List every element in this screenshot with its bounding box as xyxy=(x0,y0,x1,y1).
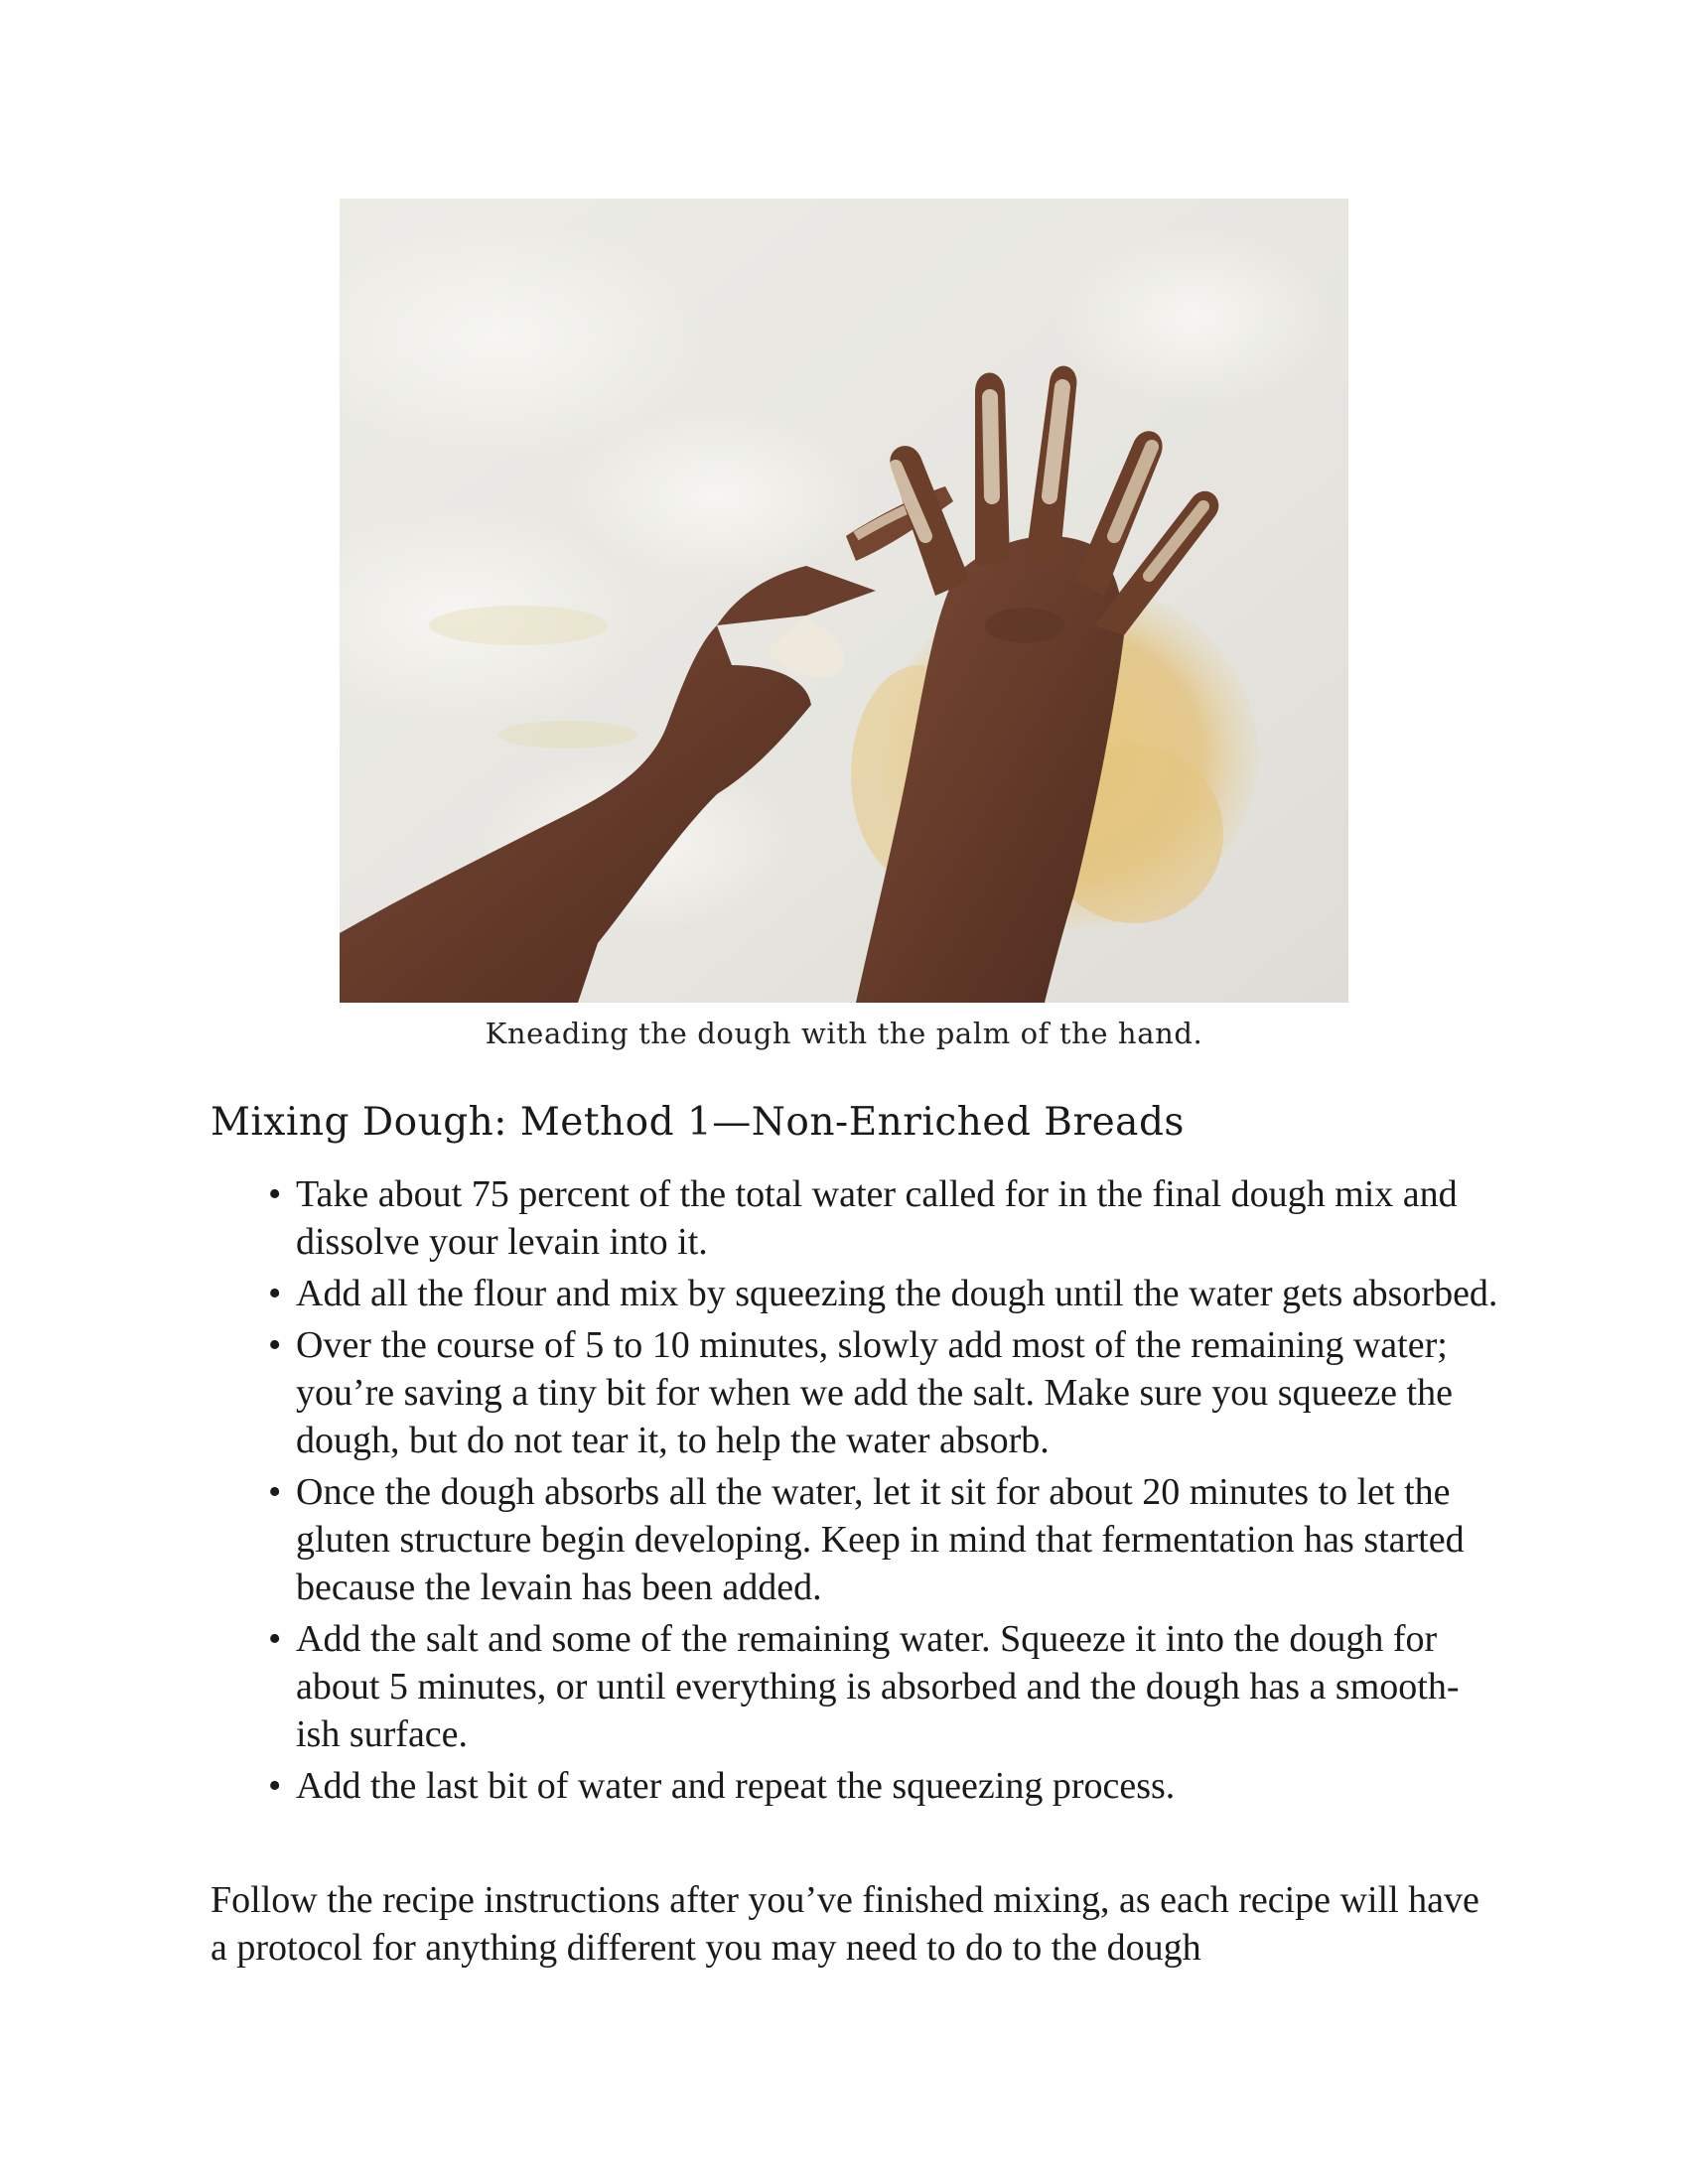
bullet-icon: • xyxy=(268,1471,282,1513)
bullet-icon: • xyxy=(268,1765,282,1807)
step-text: Once the dough absorbs all the water, let it sit for about 20 minutes to let the gluten structure begin developing. Keep in mind that fermentation has started because the levain has been added. xyxy=(296,1471,1465,1608)
kneading-illustration xyxy=(340,199,1348,1003)
bullet-icon: • xyxy=(268,1273,282,1314)
figure-caption: Kneading the dough with the palm of the hand. xyxy=(485,1017,1203,1050)
list-item xyxy=(268,1762,1499,1810)
step-text: Add the last bit of water and repeat the squeezing process. xyxy=(296,1765,1176,1807)
list-item xyxy=(268,1321,1499,1464)
closing-paragraph: Follow the recipe instructions after you’ve finished mixing, as each recipe will have a protocol for anything different you may need to do to the dough xyxy=(211,1879,1479,1969)
step-text: Over the course of 5 to 10 minutes, slowly add most of the remaining water; you’re saving a tiny bit for when we add the salt. Make sure you squeeze the dough, but do not tear it, to help the water absorb. xyxy=(296,1324,1453,1461)
step-text: Add the salt and some of the remaining water. Squeeze it into the dough for about 5 minutes, or until everything is absorbed and the dough has a smooth-ish surface. xyxy=(296,1618,1460,1755)
list-item xyxy=(268,1468,1499,1611)
kneading-photo xyxy=(340,199,1348,1003)
mixing-steps-list xyxy=(268,1170,1499,1814)
bullet-icon: • xyxy=(268,1618,282,1660)
bullet-icon: • xyxy=(268,1173,282,1215)
bullet-icon: • xyxy=(268,1324,282,1366)
section-heading: Mixing Dough: Method 1—Non-Enriched Breads xyxy=(211,1100,1185,1145)
list-item xyxy=(268,1170,1499,1266)
list-item xyxy=(268,1270,1499,1317)
list-item xyxy=(268,1615,1499,1758)
step-text: Add all the flour and mix by squeezing the dough until the water gets absorbed. xyxy=(296,1273,1498,1314)
step-text: Take about 75 percent of the total water called for in the final dough mix and dissolve your levain into it. xyxy=(296,1173,1458,1263)
